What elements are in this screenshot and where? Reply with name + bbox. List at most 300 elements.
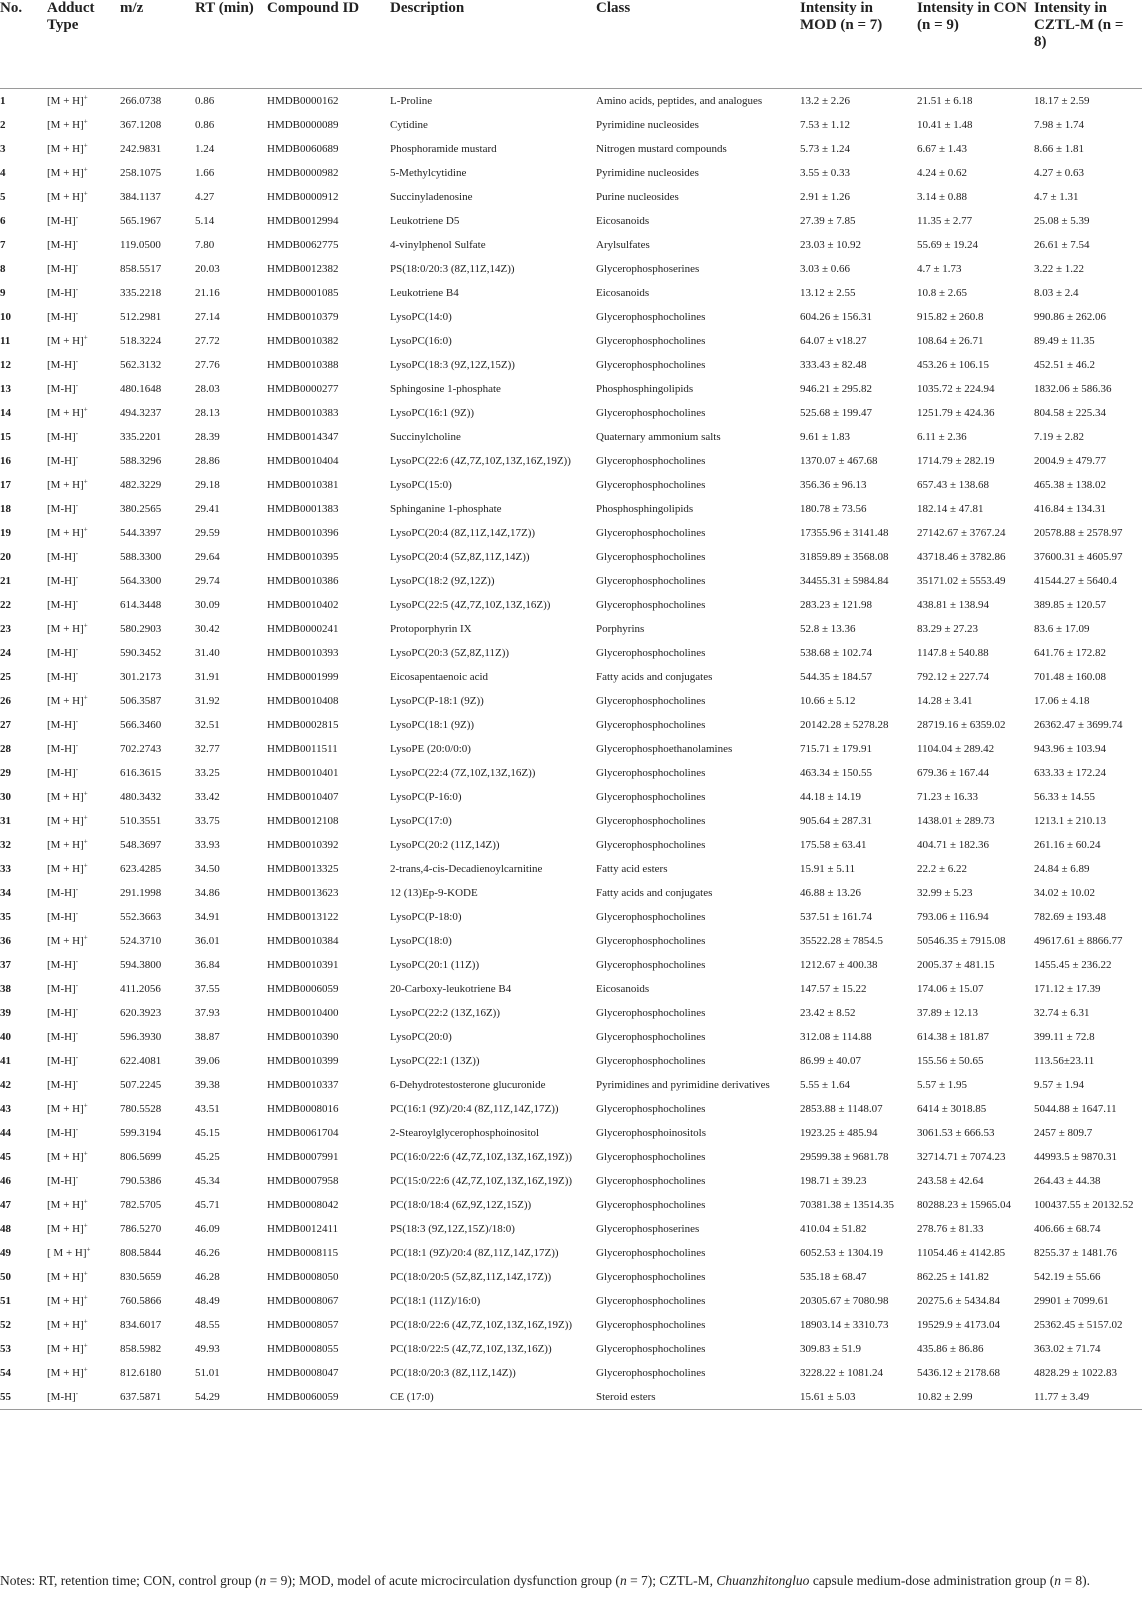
table-row	[0, 425, 1142, 449]
cell-description: PC(18:0/22:5 (4Z,7Z,10Z,13Z,16Z))	[390, 1343, 552, 1355]
cell-adduct	[47, 857, 120, 881]
cell-compound-id: HMDB0006059	[267, 983, 339, 995]
cell-intensity-cztl-m: 641.76 ± 172.82	[1034, 647, 1107, 659]
cell-mz: 291.1998	[120, 887, 162, 899]
cell-class: Glycerophosphocholines	[596, 335, 706, 347]
cell-adduct	[47, 545, 120, 569]
cell-no: 33	[0, 863, 11, 875]
cell-mz: 596.3930	[120, 1031, 162, 1043]
cell-class: Purine nucleosides	[596, 191, 679, 203]
adduct-label: [M-H]	[47, 239, 76, 251]
notes-n-3: n	[1054, 1573, 1062, 1588]
cell-intensity-con: 14.28 ± 3.41	[917, 695, 973, 707]
cell-mz: 480.3432	[120, 791, 162, 803]
cell-adduct	[47, 665, 120, 689]
cell-no: 19	[0, 527, 11, 539]
table-row	[0, 1265, 1142, 1289]
cell-compound-id: HMDB0000089	[267, 119, 339, 131]
cell-intensity-cztl-m: 113.56±23.11	[1034, 1055, 1095, 1067]
cell-intensity-cztl-m: 24.84 ± 6.89	[1034, 863, 1090, 875]
cell-adduct	[47, 593, 120, 617]
cell-adduct	[47, 953, 120, 977]
cell-rt: 29.64	[195, 551, 220, 563]
cell-class: Eicosanoids	[596, 983, 650, 995]
cell-intensity-mod: 27.39 ± 7.85	[800, 215, 856, 227]
adduct-charge: +	[83, 837, 88, 846]
cell-compound-id: HMDB0010404	[267, 455, 339, 467]
cell-adduct	[47, 1073, 120, 1097]
cell-intensity-mod: 309.83 ± 51.9	[800, 1343, 862, 1355]
cell-mz: 830.5659	[120, 1271, 162, 1283]
cell-no: 13	[0, 383, 11, 395]
cell-description: 2-trans,4-cis-Decadienoylcarnitine	[390, 863, 543, 875]
cell-class: Glycerophosphocholines	[596, 527, 706, 539]
cell-intensity-mod: 23.03 ± 10.92	[800, 239, 862, 251]
cell-rt: 51.01	[195, 1367, 220, 1379]
cell-class: Glycerophosphocholines	[596, 455, 706, 467]
cell-compound-id: HMDB0060689	[267, 143, 339, 155]
cell-description: LysoPC(20:1 (11Z))	[390, 959, 480, 971]
cell-intensity-cztl-m: 8.66 ± 1.81	[1034, 143, 1085, 155]
cell-rt: 49.93	[195, 1343, 220, 1355]
cell-intensity-con: 915.82 ± 260.8	[917, 311, 984, 323]
adduct-charge: +	[83, 525, 88, 534]
cell-intensity-con: 614.38 ± 181.87	[917, 1031, 990, 1043]
table-row	[0, 1337, 1142, 1361]
table-row	[0, 665, 1142, 689]
cell-intensity-con: 1714.79 ± 282.19	[917, 455, 995, 467]
cell-class: Glycerophosphocholines	[596, 1367, 706, 1379]
cell-no: 47	[0, 1199, 11, 1211]
cell-intensity-con: 6.11 ± 2.36	[917, 431, 967, 443]
cell-intensity-mod: 15.61 ± 5.03	[800, 1391, 856, 1403]
cell-class: Glycerophosphocholines	[596, 935, 706, 947]
cell-adduct	[47, 113, 120, 137]
cell-adduct	[47, 257, 120, 281]
cell-intensity-con: 182.14 ± 47.81	[917, 503, 984, 515]
cell-no: 43	[0, 1103, 11, 1115]
cell-description: LysoPC(20:4 (8Z,11Z,14Z,17Z))	[390, 527, 536, 539]
cell-mz: 367.1208	[120, 119, 162, 131]
cell-no: 26	[0, 695, 11, 707]
table-row	[0, 89, 1142, 114]
cell-adduct	[47, 209, 120, 233]
cell-description: LysoPC(P-16:0)	[390, 791, 462, 803]
cell-intensity-mod: 312.08 ± 114.88	[800, 1031, 872, 1043]
cell-no: 48	[0, 1223, 11, 1235]
cell-intensity-mod: 356.36 ± 96.13	[800, 479, 867, 491]
adduct-label: [M-H]	[47, 287, 76, 299]
cell-no: 10	[0, 311, 11, 323]
cell-description: PC(18:0/18:4 (6Z,9Z,12Z,15Z))	[390, 1199, 532, 1211]
cell-description: LysoPC(17:0)	[390, 815, 452, 827]
cell-description: LysoPC(22:6 (4Z,7Z,10Z,13Z,16Z,19Z))	[390, 455, 571, 467]
cell-mz: 562.3132	[120, 359, 162, 371]
cell-adduct	[47, 1337, 120, 1361]
adduct-label: [M + H]	[47, 815, 84, 827]
cell-no: 40	[0, 1031, 11, 1043]
cell-intensity-cztl-m: 34.02 ± 10.02	[1034, 887, 1096, 899]
adduct-label: [M-H]	[47, 959, 76, 971]
cell-compound-id: HMDB0010337	[267, 1079, 339, 1091]
cell-intensity-mod: 10.66 ± 5.12	[800, 695, 856, 707]
adduct-label: [M-H]	[47, 311, 76, 323]
cell-mz: 588.3296	[120, 455, 162, 467]
cell-intensity-con: 50546.35 ± 7915.08	[917, 935, 1006, 947]
cell-mz: 590.3452	[120, 647, 162, 659]
cell-compound-id: HMDB0014347	[267, 431, 339, 443]
cell-intensity-mod: 175.58 ± 63.41	[800, 839, 867, 851]
cell-description: PC(18:1 (9Z)/20:4 (8Z,11Z,14Z,17Z))	[390, 1247, 559, 1259]
cell-compound-id: HMDB0011511	[267, 743, 338, 755]
cell-class: Glycerophosphoethanolamines	[596, 743, 733, 755]
cell-no: 38	[0, 983, 11, 995]
cell-compound-id: HMDB0001383	[267, 503, 339, 515]
cell-compound-id: HMDB0008055	[267, 1343, 339, 1355]
cell-compound-id: HMDB0010390	[267, 1031, 339, 1043]
cell-adduct	[47, 281, 120, 305]
cell-class: Glycerophosphocholines	[596, 1055, 706, 1067]
adduct-charge: -	[75, 669, 79, 678]
table-row	[0, 569, 1142, 593]
cell-intensity-con: 793.06 ± 116.94	[917, 911, 989, 923]
cell-intensity-con: 6414 ± 3018.85	[917, 1103, 987, 1115]
cell-compound-id: HMDB0000241	[267, 623, 339, 635]
cell-adduct	[47, 617, 120, 641]
cell-rt: 38.87	[195, 1031, 220, 1043]
adduct-label: [M + H]	[47, 527, 84, 539]
cell-no: 27	[0, 719, 11, 731]
cell-intensity-cztl-m: 5044.88 ± 1647.11	[1034, 1103, 1117, 1115]
cell-intensity-mod: 5.55 ± 1.64	[800, 1079, 851, 1091]
cell-rt: 45.25	[195, 1151, 220, 1163]
cell-intensity-cztl-m: 406.66 ± 68.74	[1034, 1223, 1101, 1235]
adduct-charge: -	[75, 1029, 79, 1038]
cell-description: Protoporphyrin IX	[390, 623, 472, 635]
cell-intensity-con: 20275.6 ± 5434.84	[917, 1295, 1001, 1307]
cell-no: 51	[0, 1295, 11, 1307]
cell-compound-id: HMDB0012411	[267, 1223, 339, 1235]
cell-intensity-con: 453.26 ± 106.15	[917, 359, 990, 371]
cell-class: Glycerophosphocholines	[596, 551, 706, 563]
cell-adduct	[47, 1193, 120, 1217]
cell-class: Glycerophosphocholines	[596, 959, 706, 971]
cell-class: Porphyrins	[596, 623, 645, 635]
cell-intensity-mod: 537.51 ± 161.74	[800, 911, 873, 923]
table-row	[0, 449, 1142, 473]
cell-adduct	[47, 833, 120, 857]
cell-intensity-cztl-m: 7.98 ± 1.74	[1034, 119, 1085, 131]
cell-description: LysoPC(22:5 (4Z,7Z,10Z,13Z,16Z))	[390, 599, 551, 611]
cell-intensity-cztl-m: 25.08 ± 5.39	[1034, 215, 1090, 227]
adduct-charge: +	[83, 1197, 88, 1206]
header-mz: m/z	[120, 0, 144, 16]
cell-class: Glycerophosphocholines	[596, 1031, 706, 1043]
cell-class: Arylsulfates	[596, 239, 650, 251]
adduct-charge: -	[75, 309, 79, 318]
cell-no: 53	[0, 1343, 11, 1355]
cell-mz: 242.9831	[120, 143, 162, 155]
cell-adduct	[47, 713, 120, 737]
cell-intensity-mod: 463.34 ± 150.55	[800, 767, 873, 779]
cell-intensity-con: 32.99 ± 5.23	[917, 887, 973, 899]
cell-no: 7	[0, 239, 6, 251]
cell-no: 20	[0, 551, 11, 563]
cell-intensity-mod: 2853.88 ± 1148.07	[800, 1103, 883, 1115]
cell-rt: 28.39	[195, 431, 220, 443]
cell-mz: 494.3237	[120, 407, 162, 419]
cell-intensity-cztl-m: 8.03 ± 2.4	[1034, 287, 1079, 299]
cell-compound-id: HMDB0001085	[267, 287, 339, 299]
adduct-label: [M-H]	[47, 1127, 76, 1139]
cell-mz: 518.3224	[120, 335, 162, 347]
cell-compound-id: HMDB0061704	[267, 1127, 339, 1139]
cell-description: LysoPC(16:0)	[390, 335, 452, 347]
cell-no: 14	[0, 407, 11, 419]
adduct-charge: +	[83, 1101, 88, 1110]
cell-mz: 786.5270	[120, 1223, 162, 1235]
adduct-label: [M + H]	[47, 791, 84, 803]
adduct-label: [M-H]	[47, 455, 76, 467]
cell-adduct	[47, 89, 120, 114]
cell-intensity-mod: 46.88 ± 13.26	[800, 887, 862, 899]
cell-class: Glycerophosphocholines	[596, 1103, 706, 1115]
cell-intensity-cztl-m: 1213.1 ± 210.13	[1034, 815, 1107, 827]
cell-no: 1	[0, 95, 6, 107]
cell-mz: 614.3448	[120, 599, 162, 611]
cell-description: LysoPC(22:4 (7Z,10Z,13Z,16Z))	[390, 767, 536, 779]
cell-intensity-mod: 20142.28 ± 5278.28	[800, 719, 889, 731]
cell-intensity-cztl-m: 32.74 ± 6.31	[1034, 1007, 1090, 1019]
table-row	[0, 1025, 1142, 1049]
table-header-row	[0, 0, 1142, 89]
cell-adduct	[47, 737, 120, 761]
cell-intensity-con: 32714.71 ± 7074.23	[917, 1151, 1006, 1163]
adduct-charge: +	[83, 93, 88, 102]
cell-class: Glycerophosphocholines	[596, 575, 706, 587]
cell-adduct	[47, 1145, 120, 1169]
cell-intensity-cztl-m: 8255.37 ± 1481.76	[1034, 1247, 1118, 1259]
cell-adduct	[47, 1217, 120, 1241]
adduct-charge: +	[83, 813, 88, 822]
cell-class: Glycerophosphocholines	[596, 911, 706, 923]
cell-intensity-con: 27142.67 ± 3767.24	[917, 527, 1006, 539]
cell-intensity-mod: 3.03 ± 0.66	[800, 263, 851, 275]
adduct-charge: +	[83, 165, 88, 174]
cell-intensity-mod: 410.04 ± 51.82	[800, 1223, 867, 1235]
table-row	[0, 905, 1142, 929]
cell-description: Sphinganine 1-phosphate	[390, 503, 502, 515]
cell-no: 8	[0, 263, 6, 275]
adduct-charge: +	[86, 1245, 91, 1254]
table-row	[0, 929, 1142, 953]
adduct-charge: -	[75, 1053, 79, 1062]
cell-intensity-cztl-m: 452.51 ± 46.2	[1034, 359, 1096, 371]
cell-intensity-mod: 20305.67 ± 7080.98	[800, 1295, 889, 1307]
adduct-label: [M-H]	[47, 551, 76, 563]
cell-compound-id: HMDB0010381	[267, 479, 339, 491]
cell-rt: 36.01	[195, 935, 220, 947]
cell-intensity-cztl-m: 20578.88 ± 2578.97	[1034, 527, 1123, 539]
adduct-charge: +	[83, 789, 88, 798]
cell-adduct	[47, 1169, 120, 1193]
cell-adduct	[47, 881, 120, 905]
table-row	[0, 1385, 1142, 1410]
table-row	[0, 761, 1142, 785]
cell-intensity-cztl-m: 9.57 ± 1.94	[1034, 1079, 1085, 1091]
cell-description: LysoPC(15:0)	[390, 479, 452, 491]
cell-rt: 45.15	[195, 1127, 220, 1139]
cell-intensity-con: 657.43 ± 138.68	[917, 479, 990, 491]
cell-description: PC(16:1 (9Z)/20:4 (8Z,11Z,14Z,17Z))	[390, 1103, 559, 1115]
cell-intensity-con: 11.35 ± 2.77	[917, 215, 973, 227]
cell-intensity-con: 108.64 ± 26.71	[917, 335, 984, 347]
cell-description: LysoPE (20:0/0:0)	[390, 743, 471, 755]
cell-intensity-mod: 2.91 ± 1.26	[800, 191, 851, 203]
cell-rt: 46.26	[195, 1247, 220, 1259]
adduct-label: [M + H]	[47, 1343, 84, 1355]
cell-adduct	[47, 1001, 120, 1025]
cell-mz: 384.1137	[120, 191, 161, 203]
adduct-charge: -	[75, 381, 79, 390]
table-row	[0, 137, 1142, 161]
cell-compound-id: HMDB0001999	[267, 671, 339, 683]
adduct-charge: -	[75, 573, 79, 582]
cell-mz: 806.5699	[120, 1151, 162, 1163]
adduct-label: [M-H]	[47, 1055, 76, 1067]
notes-n-1: n	[259, 1573, 267, 1588]
cell-intensity-cztl-m: 2004.9 ± 479.77	[1034, 455, 1107, 467]
cell-adduct	[47, 761, 120, 785]
cell-rt: 45.34	[195, 1175, 220, 1187]
adduct-charge: +	[83, 1365, 88, 1374]
adduct-label: [M + H]	[47, 1319, 84, 1331]
cell-class: Glycerophosphocholines	[596, 1271, 706, 1283]
cell-mz: 616.3615	[120, 767, 162, 779]
cell-adduct	[47, 329, 120, 353]
header-intensity-cztl-m: Intensity in CZTL-M (n = 8)	[1034, 0, 1124, 50]
cell-mz: 266.0738	[120, 95, 162, 107]
adduct-label: [M + H]	[47, 95, 84, 107]
cell-intensity-mod: 535.18 ± 68.47	[800, 1271, 867, 1283]
cell-class: Glycerophosphocholines	[596, 767, 706, 779]
notes-text-4: capsule medium-dose administration group (	[809, 1573, 1055, 1588]
cell-intensity-cztl-m: 25362.45 ± 5157.02	[1034, 1319, 1123, 1331]
adduct-label: [M-H]	[47, 599, 76, 611]
cell-mz: 594.3800	[120, 959, 162, 971]
cell-rt: 30.09	[195, 599, 220, 611]
cell-intensity-cztl-m: 2457 ± 809.7	[1034, 1127, 1093, 1139]
cell-intensity-con: 10.82 ± 2.99	[917, 1391, 973, 1403]
cell-no: 31	[0, 815, 11, 827]
cell-class: Glycerophosphocholines	[596, 815, 706, 827]
cell-no: 52	[0, 1319, 11, 1331]
cell-adduct	[47, 425, 120, 449]
cell-intensity-mod: 5.73 ± 1.24	[800, 143, 851, 155]
cell-intensity-con: 1251.79 ± 424.36	[917, 407, 995, 419]
cell-mz: 552.3663	[120, 911, 162, 923]
cell-no: 5	[0, 191, 6, 203]
adduct-charge: -	[75, 1077, 79, 1086]
cell-adduct	[47, 401, 120, 425]
cell-rt: 43.51	[195, 1103, 220, 1115]
cell-adduct	[47, 905, 120, 929]
cell-compound-id: HMDB0013325	[267, 863, 339, 875]
cell-adduct	[47, 353, 120, 377]
cell-class: Glycerophosphocholines	[596, 479, 706, 491]
cell-compound-id: HMDB0012994	[267, 215, 339, 227]
cell-compound-id: HMDB0008047	[267, 1367, 339, 1379]
cell-description: LysoPC(20:4 (5Z,8Z,11Z,14Z))	[390, 551, 530, 563]
cell-intensity-mod: 147.57 ± 15.22	[800, 983, 867, 995]
cell-compound-id: HMDB0012382	[267, 263, 339, 275]
adduct-label: [M-H]	[47, 767, 76, 779]
cell-mz: 858.5982	[120, 1343, 162, 1355]
cell-compound-id: HMDB0010395	[267, 551, 339, 563]
table-row	[0, 617, 1142, 641]
adduct-label: [M + H]	[47, 1223, 84, 1235]
cell-intensity-mod: 17355.96 ± 3141.48	[800, 527, 889, 539]
adduct-label: [M-H]	[47, 1079, 76, 1091]
cell-intensity-cztl-m: 56.33 ± 14.55	[1034, 791, 1096, 803]
cell-no: 32	[0, 839, 11, 851]
cell-no: 36	[0, 935, 11, 947]
cell-description: PC(18:1 (11Z)/16:0)	[390, 1295, 481, 1307]
cell-rt: 32.51	[195, 719, 220, 731]
cell-mz: 544.3397	[120, 527, 162, 539]
adduct-label: [M + H]	[47, 335, 84, 347]
adduct-label: [M-H]	[47, 887, 76, 899]
cell-no: 9	[0, 287, 6, 299]
table-row	[0, 1121, 1142, 1145]
cell-class: Fatty acids and conjugates	[596, 887, 713, 899]
cell-adduct	[47, 641, 120, 665]
adduct-label: [M-H]	[47, 1175, 76, 1187]
cell-compound-id: HMDB0010399	[267, 1055, 339, 1067]
cell-intensity-mod: 283.23 ± 121.98	[800, 599, 873, 611]
adduct-label: [M + H]	[47, 1199, 84, 1211]
cell-rt: 29.18	[195, 479, 220, 491]
adduct-label: [M-H]	[47, 743, 76, 755]
cell-intensity-cztl-m: 261.16 ± 60.24	[1034, 839, 1101, 851]
adduct-label: [ M + H]	[47, 1247, 87, 1259]
table-row	[0, 1001, 1142, 1025]
cell-no: 39	[0, 1007, 11, 1019]
table-row	[0, 377, 1142, 401]
cell-mz: 790.5386	[120, 1175, 162, 1187]
cell-mz: 782.5705	[120, 1199, 162, 1211]
cell-mz: 637.5871	[120, 1391, 162, 1403]
adduct-label: [M + H]	[47, 623, 84, 635]
cell-no: 12	[0, 359, 11, 371]
adduct-label: [M-H]	[47, 983, 76, 995]
adduct-charge: -	[75, 1005, 79, 1014]
cell-intensity-con: 19529.9 ± 4173.04	[917, 1319, 1001, 1331]
cell-description: 12 (13)Ep-9-KODE	[390, 887, 478, 899]
table-row	[0, 1313, 1142, 1337]
cell-intensity-mod: 52.8 ± 13.36	[800, 623, 856, 635]
cell-rt: 33.75	[195, 815, 220, 827]
cell-description: Leukotriene D5	[390, 215, 460, 227]
cell-no: 4	[0, 167, 6, 179]
cell-description: PS(18:3 (9Z,12Z,15Z)/18:0)	[390, 1223, 515, 1235]
adduct-charge: -	[75, 957, 79, 966]
cell-intensity-con: 55.69 ± 19.24	[917, 239, 979, 251]
adduct-charge: +	[83, 693, 88, 702]
cell-no: 46	[0, 1175, 11, 1187]
cell-intensity-mod: 544.35 ± 184.57	[800, 671, 873, 683]
cell-mz: 119.0500	[120, 239, 161, 251]
